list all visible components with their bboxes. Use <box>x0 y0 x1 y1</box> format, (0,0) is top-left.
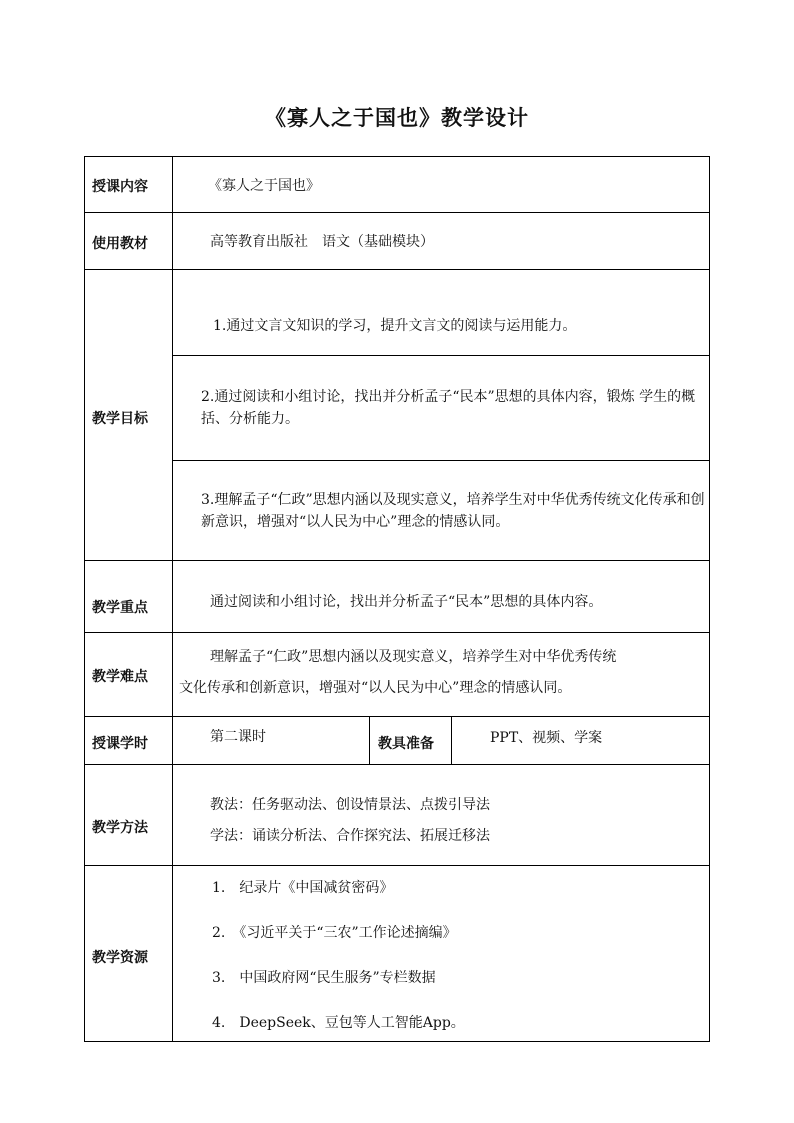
hours-label: 授课学时 <box>92 736 148 752</box>
key-point-value: 通过阅读和小组讨论，找出并分析孟子“民本”思想的具体内容。 <box>210 594 603 610</box>
row-divider <box>84 560 710 561</box>
row-divider <box>84 212 710 213</box>
goal-item: 2.通过阅读和小组讨论，找出并分析孟子“民本”思想的具体内容，锻炼 学生的概括、分析能力。 <box>201 389 696 427</box>
table-border-top <box>84 156 710 157</box>
row-divider <box>84 716 710 717</box>
textbook-value: 高等教育出版社 语文（基础模块） <box>210 234 434 250</box>
difficulty-line: 文化传承和创新意识，增强对“以人民为中心”理念的情感认同。 <box>179 680 572 696</box>
row-divider <box>84 269 710 270</box>
goal-subrow-divider <box>172 460 710 461</box>
methods-label: 教学方法 <box>92 820 148 836</box>
goal-subrow-divider <box>172 355 710 356</box>
difficulty-label: 教学难点 <box>92 669 148 685</box>
resource-item: 1. 纪录片《中国减贫密码》 <box>212 880 394 896</box>
content-label: 授课内容 <box>92 179 148 195</box>
row-divider <box>84 632 710 633</box>
table-border-left <box>84 156 85 1042</box>
row-divider <box>84 865 710 866</box>
hours-divider <box>369 716 370 764</box>
resource-item: 4. DeepSeek、豆包等人工智能App。 <box>212 1015 465 1031</box>
tools-label: 教具准备 <box>378 736 434 752</box>
label-column-divider <box>172 156 173 1042</box>
document-title: 《寡人之于国也》教学设计 <box>265 106 529 130</box>
difficulty-line: 理解孟子“仁政”思想内涵以及现实意义，培养学生对中华优秀传统 <box>210 649 617 665</box>
content-value: 《寡人之于国也》 <box>208 178 320 194</box>
key-point-label: 教学重点 <box>92 600 148 616</box>
row-divider <box>84 764 710 765</box>
goal-item: 1.通过文言文知识的学习，提升文言文的阅读与运用能力。 <box>213 318 577 334</box>
tools-value: PPT、视频、学案 <box>490 730 603 746</box>
teaching-method: 教法：任务驱动法、创设情景法、点拨引导法 <box>210 797 490 813</box>
hours-divider <box>451 716 452 764</box>
resource-item: 2. 《习近平关于“三农”工作论述摘编》 <box>212 925 457 941</box>
goal-item: 3.理解孟子“仁政”思想内涵以及现实意义，培养学生对中华优秀传统文化传承和创新意识，增强对“以人民为中心”理念的情感认同。 <box>201 492 705 530</box>
hours-value: 第二课时 <box>210 729 266 745</box>
table-border-right <box>709 156 710 1042</box>
lesson-plan-table <box>84 156 710 1042</box>
textbook-label: 使用教材 <box>92 236 148 252</box>
resources-label: 教学资源 <box>92 950 148 966</box>
goals-label: 教学目标 <box>92 411 148 427</box>
resource-item: 3. 中国政府网“民生服务”专栏数据 <box>212 970 436 986</box>
learning-method: 学法：诵读分析法、合作探究法、拓展迁移法 <box>210 828 490 844</box>
table-border-bottom <box>84 1041 710 1042</box>
